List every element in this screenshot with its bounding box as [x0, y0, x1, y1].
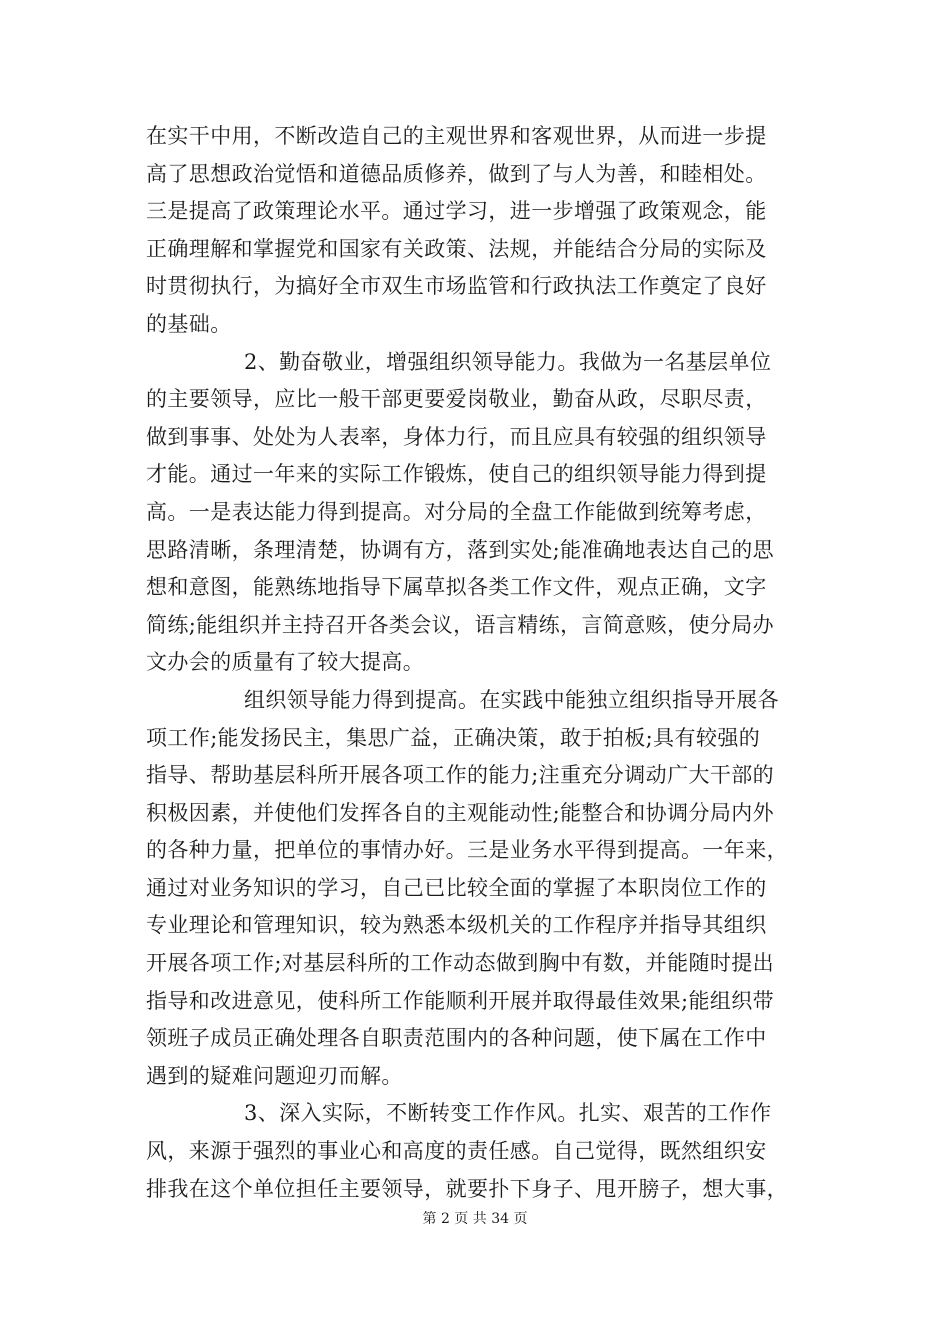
text-line: 在实干中用，不断改造自己的主观世界和客观世界，从而进一步提: [146, 124, 767, 148]
text-line: 组织领导能力得到提高。在实践中能独立组织指导开展各: [244, 687, 779, 712]
page-footer: [0, 1208, 950, 1228]
page-number: 第 2 页 共 34 页: [422, 1211, 528, 1227]
text-line: 专业理论和管理知识，较为熟悉本级机关的工作程序并指导其组织: [146, 913, 767, 938]
paragraph-2: [146, 344, 826, 682]
text-line: 的基础。: [146, 311, 232, 336]
text-line: 排我在这个单位担任主要领导，就要扑下身子、甩开膀子，想大事，: [146, 1176, 788, 1201]
text-line: 领班子成员正确处理各自职责范围内的各种问题，使下属在工作中: [146, 1026, 767, 1051]
text-line: 才能。通过一年来的实际工作锻炼，使自己的组织领导能力得到提: [146, 462, 767, 487]
text-line: 三是提高了政策理论水平。通过学习，进一步增强了政策观念，能: [146, 199, 767, 224]
text-line: 遇到的疑难问题迎刃而解。: [146, 1063, 403, 1088]
text-line: 指导、帮助基层科所开展各项工作的能力;注重充分调动广大干部的: [146, 763, 775, 788]
text-line: 积极因素，并使他们发挥各自的主观能动性;能整合和协调分局内外: [146, 800, 775, 825]
text-line: 3、深入实际，不断转变工作作风。扎实、艰苦的工作作: [244, 1101, 772, 1126]
text-line: 做到事事、处处为人表率，身体力行，而且应具有较强的组织领导: [146, 424, 767, 449]
paragraph-4: [146, 1095, 826, 1208]
text-line: 通过对业务知识的学习，自己已比较全面的掌握了本职岗位工作的: [146, 875, 767, 900]
text-line: 的主要领导，应比一般干部更要爱岗敬业，勤奋从政，尽职尽责，: [146, 387, 767, 412]
text-line: 思路清晰，条理清楚，协调有方，落到实处;能准确地表达自己的思: [146, 537, 775, 562]
text-line: 高了思想政治觉悟和道德品质修养，做到了与人为善，和睦相处。: [146, 161, 767, 186]
text-line: 指导和改进意见，使科所工作能顺利开展并取得最佳效果;能组织带: [146, 988, 775, 1013]
text-line: 文办会的质量有了较大提高。: [146, 650, 425, 675]
text-line: 2、勤奋敬业，增强组织领导能力。我做为一名基层单位: [244, 349, 772, 374]
document-body: [146, 118, 826, 1208]
paragraph-1: [146, 118, 826, 344]
text-line: 正确理解和掌握党和国家有关政策、法规，并能结合分局的实际及: [146, 236, 767, 261]
text-line: 高。一是表达能力得到提高。对分局的全盘工作能做到统筹考虑，: [146, 499, 767, 524]
text-line: 项工作;能发扬民主，集思广益，正确决策，敢于拍板;具有较强的: [146, 725, 761, 750]
text-line: 风，来源于强烈的事业心和高度的责任感。自己觉得，既然组织安: [146, 1139, 767, 1164]
text-line: 想和意图，能熟练地指导下属草拟各类工作文件，观点正确，文字: [146, 575, 767, 600]
text-line: 时贯彻执行，为搞好全市双生市场监管和行政执法工作奠定了良好: [146, 274, 767, 299]
text-line: 的各种力量，把单位的事情办好。三是业务水平得到提高。一年来，: [146, 838, 788, 863]
paragraph-3: [146, 682, 826, 1096]
text-line: 开展各项工作;对基层科所的工作动态做到胸中有数，并能随时提出: [146, 951, 775, 976]
text-line: 简练;能组织并主持召开各类会议，语言精练，言简意赅，使分局办: [146, 612, 775, 637]
